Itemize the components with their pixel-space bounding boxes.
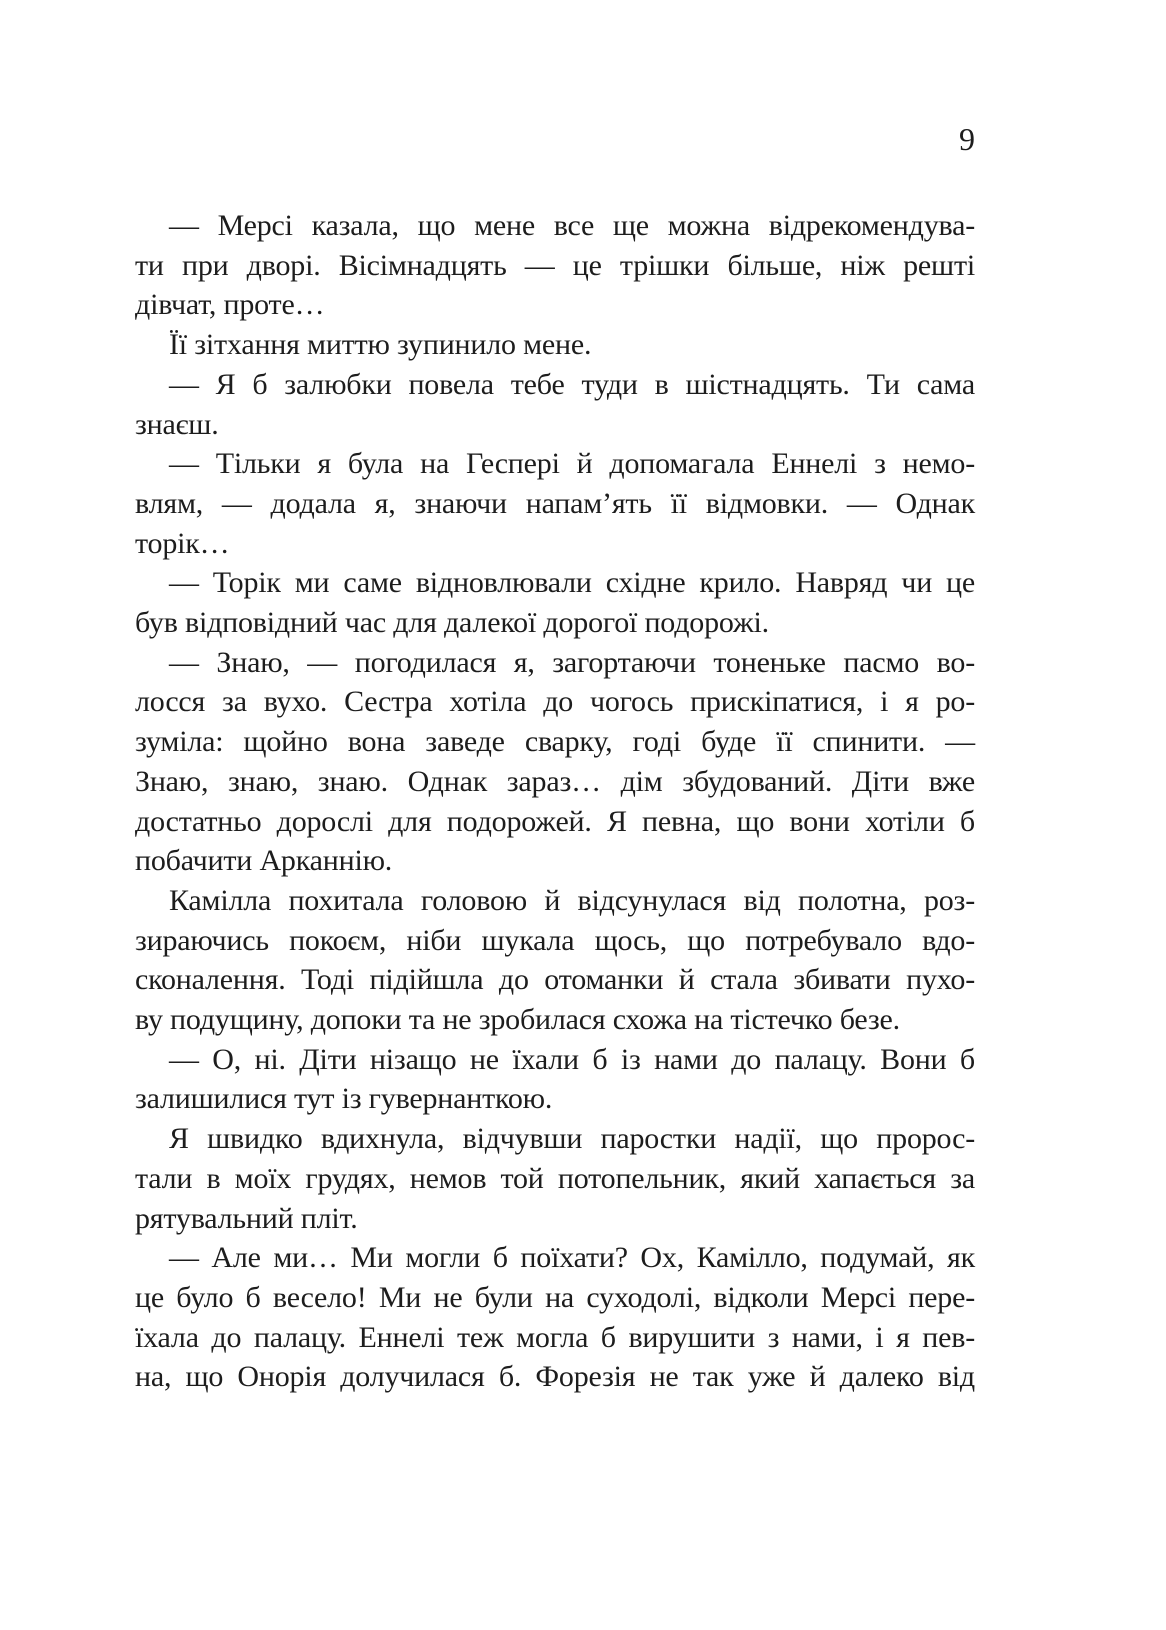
text-line: ти при дворі. Вісімнадцять — це трішки більше, ніж решті: [135, 248, 975, 282]
text-line: залишилися тут із гувернанткою.: [135, 1082, 553, 1116]
text-line: рятувальний пліт.: [135, 1201, 358, 1235]
text-line: ву подущину, допоки та не зробилася схожа на тістечко безе.: [135, 1003, 900, 1037]
text-line: — Знаю, — погодилася я, загортаючи тоненьке пасмо во-: [169, 645, 975, 679]
text-line: зуміла: щойно вона заведе сварку, годі буде її спинити. —: [135, 725, 975, 759]
text-line: побачити Арканнію.: [135, 844, 393, 878]
text-line: Камілла похитала головою й відсунулася від полотна, роз-: [169, 883, 975, 917]
text-line: був відповідний час для далекої дорогої подорожі.: [135, 606, 769, 640]
text-line: — Я б залюбки повела тебе туди в шістнадцять. Ти сама: [169, 367, 975, 401]
text-line: сконалення. Тоді підійшла до отоманки й стала збивати пухо-: [135, 963, 975, 997]
text-line: торік…: [135, 526, 230, 560]
text-line: це було б весело! Ми не були на суходолі, відколи Мерсі пере-: [135, 1280, 975, 1314]
text-line: на, що Онорія долучилася б. Форезія не так уже й далеко від: [135, 1360, 975, 1394]
text-line: Знаю, знаю, знаю. Однак зараз… дім збудований. Діти вже: [135, 764, 975, 798]
text-line: — Мерсі казала, що мене все ще можна відрекомендува-: [169, 209, 975, 242]
text-line: тали в моїх грудях, немов той потопельник, який хапається за: [135, 1161, 975, 1195]
text-line: зираючись покоєм, ніби шукала щось, що потребувало вдо-: [135, 923, 975, 957]
text-line: — Але ми… Ми могли б поїхати? Ох, Камілло, подумай, як: [169, 1241, 975, 1275]
text-line: влям, — додала я, знаючи напам’ять її відмовки. — Однак: [135, 486, 975, 520]
text-line: їхала до палацу. Еннелі теж могла б вирушити з нами, і я пев-: [135, 1320, 975, 1354]
text-line: Її зітхання миттю зупинило мене.: [169, 328, 592, 362]
text-line: дівчат, проте…: [135, 288, 325, 322]
text-line: — Торік ми саме відновлювали східне крило. Навряд чи це: [169, 566, 975, 600]
page-text: [135, 206, 975, 1397]
text-line: знаєш.: [135, 407, 219, 441]
text-line: лосся за вухо. Сестра хотіла до чогось прискіпатися, і я ро-: [135, 685, 975, 719]
text-line: достатньо дорослі для подорожей. Я певна, що вони хотіли б: [135, 804, 975, 838]
text-line: — О, ні. Діти нізащо не їхали б із нами до палацу. Вони б: [169, 1042, 975, 1076]
text-line: Я швидко вдихнула, відчувши паростки надії, що пророс-: [169, 1122, 975, 1156]
page-number: 9: [959, 121, 975, 157]
text-line: — Тільки я була на Геспері й допомагала Еннелі з немо-: [169, 447, 975, 481]
